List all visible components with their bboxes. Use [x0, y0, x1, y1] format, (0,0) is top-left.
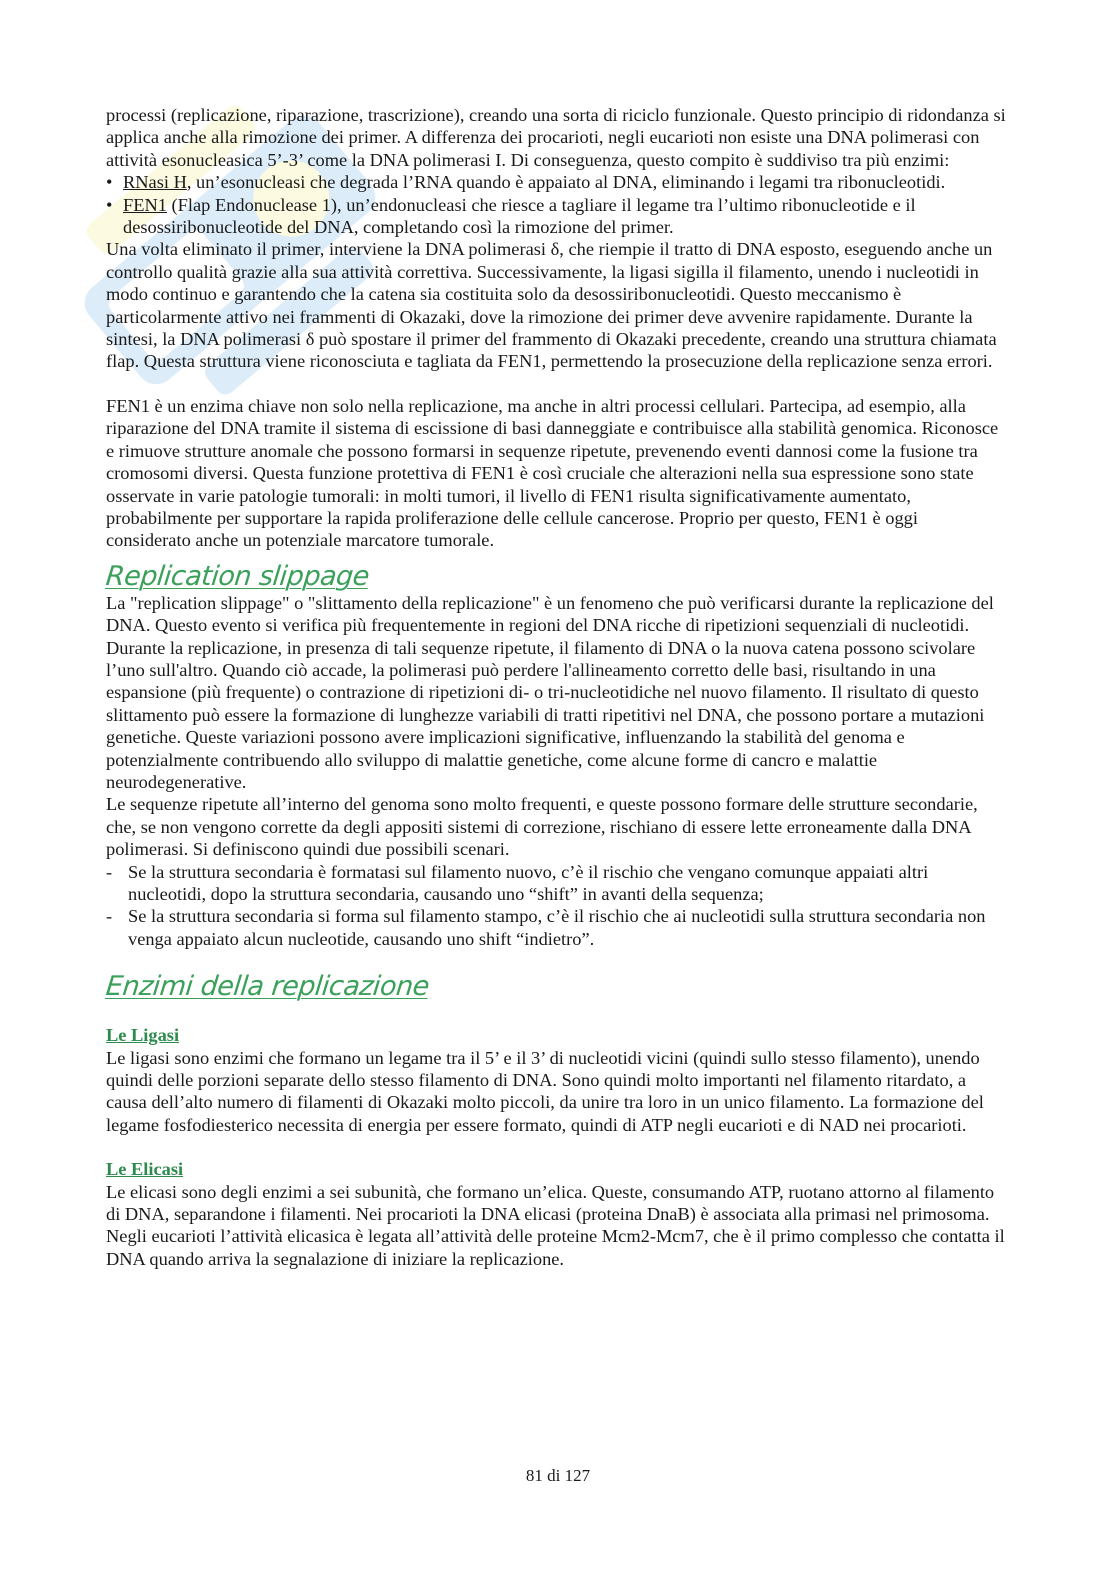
elicasi-section — [106, 1158, 1006, 1270]
subheading-elicasi: Le Elicasi — [106, 1159, 184, 1180]
list-item-text: , un’esonucleasi che degrada l’RNA quando è appaiato al DNA, eliminando i legami tra ribonucleotidi. — [186, 172, 946, 193]
list-item — [106, 194, 1006, 239]
bullet-mark: • — [106, 194, 113, 215]
heading-replication-slippage: Replication slippage — [104, 560, 371, 592]
list-item-text: Se la struttura secondaria si forma sul filamento stampo, c’è il rischio che ai nucleotidi sulla struttura secondaria non venga appaiato alcun nucleotide, causando uno shift “indietro”. — [128, 906, 986, 949]
paragraph: processi (replicazione, riparazione, trascrizione), creando una sorta di riciclo funzionale. Questo principio di ridondanza si applica anche alla rimozione dei primer. A differenza dei procarioti, negli eucarioti non esiste una DNA polimerasi con attività esonucleasica 5’-3’ come la DNA polimerasi I. Di conseguenza, questo compito è suddiviso tra più enzimi: — [106, 105, 1006, 170]
ligasi-section — [106, 1024, 1006, 1136]
list-item — [106, 861, 1006, 906]
paragraph: Le sequenze ripetute all’interno del genoma sono molto frequenti, e queste possono formare delle strutture secondarie, che, se non vengono corrette da degli appositi sistemi di correzione, rischiano di essere lette erroneamente dalla DNA polimerasi. Si definiscono quindi due possibili scenari. — [106, 794, 978, 860]
dash-mark: - — [106, 906, 113, 927]
page-number: 81 di 127 — [525, 1466, 591, 1485]
list-item-text: (Flap Endonuclease 1), un’endonucleasi che riesce a tagliare il legame tra l’ultimo ribonucleotide e il desossiribonucleotide del DNA, completando così la rimozione del primer. — [123, 194, 916, 238]
list-item — [106, 905, 1006, 950]
term-rnasi-h: RNasi H — [123, 172, 187, 193]
subheading-ligasi: Le Ligasi — [106, 1025, 180, 1046]
enzyme-bullet-list — [106, 171, 1006, 238]
dash-mark: - — [106, 861, 113, 882]
bullet-mark: • — [106, 172, 113, 193]
paragraph: La "replication slippage" o "slittamento della replicazione" è un fenomeno che può verificarsi durante la replicazione del DNA. Questo evento si verifica più frequentemente in regioni del DNA ricche di ripetizioni sequenziali di nucleotidi. Durante la replicazione, in presenza di tali sequenze ripetute, il filamento di DNA o la nuova catena possono scivolare l’uno sull'altro. Quando ciò accade, la polimerasi può perdere l'allineamento corretto delle basi, risultando in una espansione (più frequente) o contrazione di ripetizioni di- o tri-nucleotidiche nel nuovo filamento. Il risultato di questo slittamento può essere la formazione di lunghezze variabili di tratti ripetitivi nel DNA, che possono portare a mutazioni genetiche. Queste variazioni possono avere implicazioni significative, influenzando la stabilità del genoma e potenzialmente contribuendo allo sviluppo di malattie genetiche, come alcune forme di cancro e malattie neurodegenerative. — [106, 592, 994, 792]
list-item-text: Se la struttura secondaria è formatasi sul filamento nuovo, c’è il rischio che vengano comunque appaiati altri nucleotidi, dopo la struttura secondaria, causando uno “shift” in avanti della sequenza; — [128, 861, 929, 904]
heading-enzimi-replicazione: Enzimi della replicazione — [104, 971, 431, 1003]
primer-removal-section — [106, 104, 1006, 552]
replication-slippage-section — [106, 592, 1006, 951]
scenario-list — [106, 861, 1006, 951]
document-page — [106, 104, 1006, 1270]
paragraph: Una volta eliminato il primer, interviene la DNA polimerasi δ, che riempie il tratto di DNA esposto, eseguendo anche un controllo qualità grazie alla sua attività correttiva. Successivamente, la ligasi sigilla il filamento, unendo i nucleotidi in modo continuo e garantendo che la catena sia costituita solo da desossiribonucleotidi. Questo meccanismo è particolarmente attivo nei frammenti di Okazaki, dove la rimozione dei primer deve avvenire rapidamente. Durante la sintesi, la DNA polimerasi δ può spostare il primer del frammento di Okazaki precedente, creando una struttura chiamata flap. Questa struttura viene riconosciuta e tagliata da FEN1, permettendo la prosecuzione della replicazione senza errori. — [106, 239, 997, 372]
paragraph: FEN1 è un enzima chiave non solo nella replicazione, ma anche in altri processi cellulari. Partecipa, ad esempio, alla riparazione del DNA tramite il sistema di escissione di basi danneggiate e contribuisce alla stabilità genomica. Riconosce e rimuove strutture anomale che possono formarsi in sequenze ripetute, prevenendo eventi dannosi come la fusione tra cromosomi diversi. Questa funzione protettiva di FEN1 è così cruciale che alterazioni nella sua espressione sono state osservate in varie patologie tumorali: in molti tumori, il livello di FEN1 risulta significativamente aumentato, probabilmente per supportare la rapida proliferazione delle cellule cancerose. Proprio per questo, FEN1 è oggi considerato anche un potenziale marcatore tumorale. — [106, 395, 999, 551]
paragraph: Le ligasi sono enzimi che formano un legame tra il 5’ e il 3’ di nucleotidi vicini (quindi sullo stesso filamento), unendo quindi delle porzioni separate dello stesso filamento di DNA. Sono quindi molto importanti nel filamento ritardato, a causa dell’alto numero di filamenti di Okazaki molto piccoli, da unire tra loro in un unico filamento. La formazione del legame fosfodiesterico necessita di energia per essere formato, quindi di ATP negli eucarioti e di NAD nei procarioti. — [106, 1047, 984, 1135]
term-fen1: FEN1 — [123, 194, 167, 215]
paragraph: Le elicasi sono degli enzimi a sei subunità, che formano un’elica. Queste, consumando ATP, ruotano attorno al filamento di DNA, separandone i filamenti. Nei procarioti la DNA elicasi (proteina DnaB) è associata alla primasi nel primosoma. Negli eucarioti l’attività elicasica è legata all’attività delle proteine Mcm2-Mcm7, che è il primo complesso che contatta il DNA quando arriva la segnalazione di iniziare la replicazione. — [106, 1181, 1005, 1269]
list-item — [106, 171, 1006, 193]
